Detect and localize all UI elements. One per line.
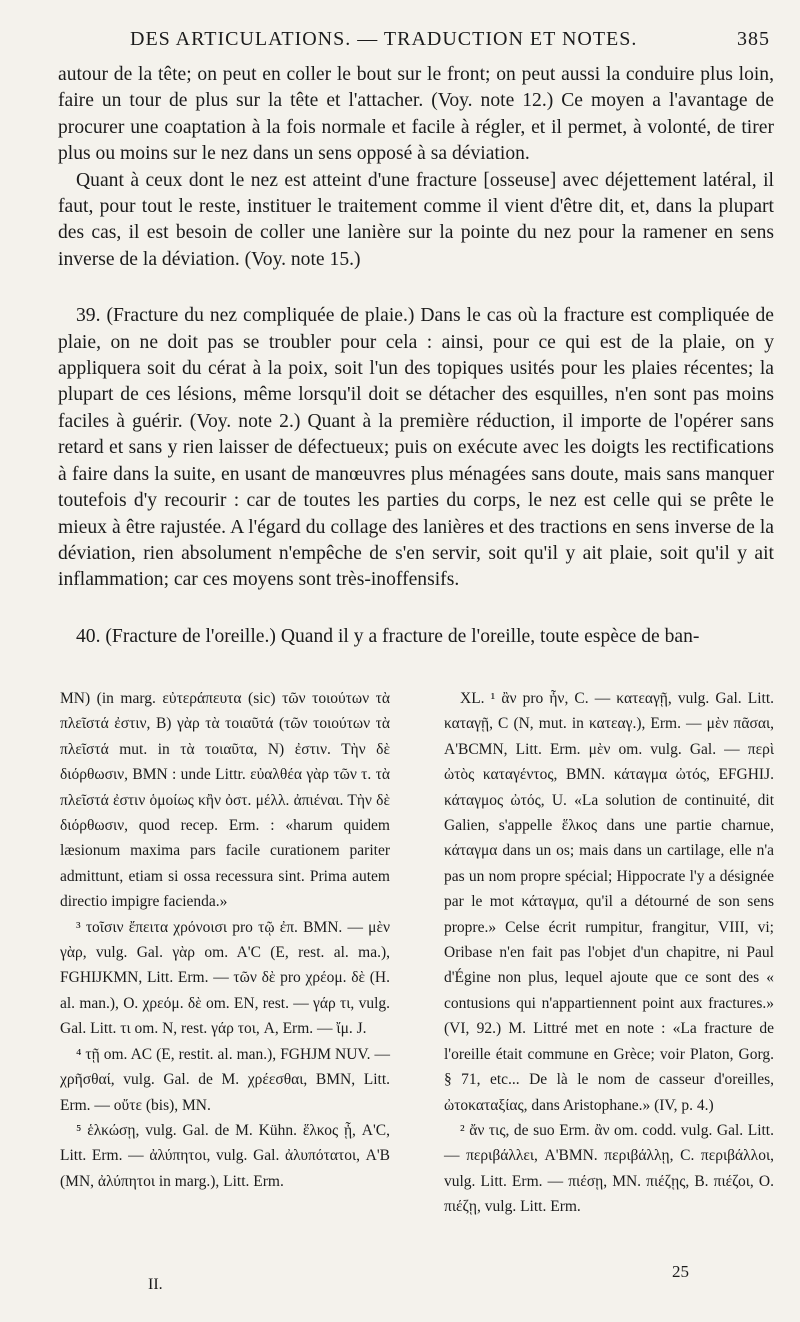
footnotes-right-column	[444, 686, 774, 1220]
section-gap	[58, 273, 774, 303]
footnotes-left-column	[60, 686, 390, 1220]
footnote: XL. ¹ ἂν pro ἦν, C. — κατεαγῇ, vulg. Gal. Litt. καταγῇ, C (N, mut. in κατεαγ.), Erm. — μὲν πᾶσαι, A'BCMN, Litt. Erm. μὲν om. vulg. Gal. — περὶ ὠτὸς καταγέντος, BMN. κάταγμα ὠτός, EFGHIJ. κάταγμος ὠτός, U. «La solution de continuité, dit Galien, s'appelle ἕλκος dans une partie charnue, κάταγμα dans un os; mais dans un cartilage, elle n'a pas un nom propre spécial; Hippocrate l'y a désignée par le mot κάταγμα, qu'il a détourné de son sens propre.» Celse écrit rumpitur, frangitur, VIII, vi; Oribase n'en fait pas l'objet d'un chapitre, ni Paul d'Égine non plus, lequel ajoute que ce sont des « contusions qui n'appartiennent point aux fractures.» (VI, 92.) M. Littré met en note : «La fracture de l'oreille était commune en Grèce; voir Platon, Gorg. § 71, etc... De là le nom de casseur d'oreilles, ὠτοκαταξίας, dans Aristophane.» (IV, p. 4.)	[444, 690, 774, 1114]
footnote: ² ἄν τις, de suo Erm. ἂν om. codd. vulg. Gal. Litt. — περιβάλλει, A'BMN. περιβάλλῃ, C. περιβάλλοι, vulg. Litt. Erm. — πιέσῃ, MN. πιέζῃς, B. πιέζοι, O. πιέζῃ, vulg. Litt. Erm.	[444, 1121, 774, 1216]
section-gap	[58, 594, 774, 624]
section-40: 40. (Fracture de l'oreille.) Quand il y a fracture de l'oreille, toute espèce de ban-	[76, 625, 700, 647]
footnote: MN) (in marg. εὐτεράπευτα (sic) τῶν τοιούτων τὰ πλεῖστά ἐστιν, B) γὰρ τὰ τοιαῦτά (τῶν τοιούτων τὰ πλεῖστά mut. in τὰ τοιαῦτα, N) ἐστιν. Τὴν δὲ διόρθωσιν, BMN : unde Littr. εὐαλθέα γὰρ τῶν τ. τὰ πλεῖστά ἐστιν ὁμοίως κἢν ὀστ. μέλλ. ἀπιέναι. Τὴν δὲ διόρθωσιν, quod recep. Erm. : «harum quidem læsionum maxima pars facile curationem pariter admittunt, etiam si ossa recessura sint. Prima autem directio impigre facienda.»	[60, 690, 390, 911]
signature-mark: II.	[148, 1276, 163, 1293]
footnote: ⁴ τῇ om. AC (E, restit. al. man.), FGHJM NUV. — χρῆσθαί, vulg. Gal. de M. χρέεσθαι, BMN, Litt. Erm. — οὔτε (bis), MN.	[60, 1045, 390, 1114]
footnotes	[60, 686, 774, 1220]
paragraph-continuation: autour de la tête; on peut en coller le bout sur le front; on peut aussi la conduire plus loin, faire un tour de plus sur la tête et l'attacher. (Voy. note 12.) Ce moyen a l'avantage de procurer une coaptation à la fois normale et facile à régler, et il permet, à volonté, de tirer plus ou moins sur le nez dans un sens opposé à sa déviation.	[58, 64, 774, 165]
footnote: ⁵ ἑλκώσῃ, vulg. Gal. de M. Kühn. ἕλκος ᾖ, A'C, Litt. Erm. — ἀλύπητοι, vulg. Gal. ἀλυπότατοι, A'B (MN, ἀλύπητοι in marg.), Litt. Erm.	[60, 1121, 390, 1190]
sheet-number: 25	[672, 1262, 689, 1281]
footnote: ³ τοῖσιν ἔπειτα χρόνοισι pro τῷ ἐπ. BMN. — μὲν γὰρ, vulg. Gal. γὰρ om. A'C (E, rest. al. ma.), FGHIJKMN, Litt. Erm. — τῶν δὲ pro χρέομ. δὲ (H. al. man.), O. χρεόμ. δὲ om. EN, rest. — γάρ τι, vulg. Gal. Litt. τι om. N, rest. γάρ τοι, A, Erm. — ἴμ. J.	[60, 918, 390, 1038]
running-head	[130, 28, 770, 51]
section-39: 39. (Fracture du nez compliquée de plaie.) Dans le cas où la fracture est compliquée de plaie, on ne doit pas se troubler pour cela : ainsi, pour ce qui est de la plaie, on y appliquera soit du cérat à la poix, soit l'un des topiques usités pour les plaies récentes; la plupart de ces lésions, même lorsqu'il doit se détacher des esquilles, n'en sont pas moins faciles à guérir. (Voy. note 2.) Quant à la première réduction, il importe de l'opérer sans retard et sans y rien laisser de défectueux; puis on exécute avec les doigts les rectifications à faire dans la suite, en usant de manœuvres plus ménagées sans doute, mais sans manquer toutefois d'y recourir : car de toutes les parties du corps, le nez est celle qui se prête le mieux à être rajustée. A l'égard du collage des lanières et des tractions en sens inverse de la déviation, rien absolument n'empêche de s'en servir, soit qu'il y ait plaie, soit qu'il y ait inflammation; car ces moyens sont très-inoffensifs.	[58, 305, 774, 591]
paragraph-lateral-fracture: Quant à ceux dont le nez est atteint d'une fracture [osseuse] avec déjettement latéral, il faut, pour tout le reste, instituer le traitement comme il vient d'être dit, et, dans la plupart des cas, il est besoin de coller une lanière sur la pointe du nez pour la ramener en sens inverse de la déviation. (Voy. note 15.)	[58, 169, 774, 270]
running-title: DES ARTICULATIONS. — TRADUCTION ET NOTES.	[130, 28, 638, 50]
page-number: 385	[737, 28, 770, 50]
main-text	[58, 62, 774, 650]
